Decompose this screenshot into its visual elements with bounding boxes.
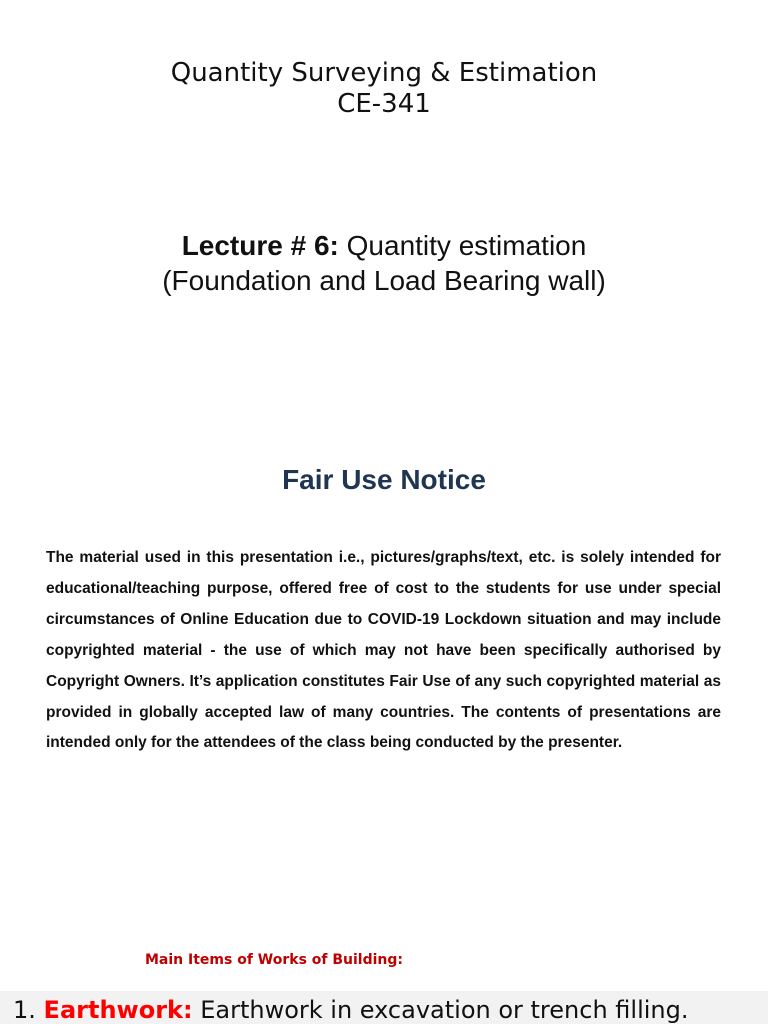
lecture-title xyxy=(0,228,768,298)
item-number: 1. xyxy=(13,996,36,1024)
fair-use-body: The material used in this presentation i.e., pictures/graphs/text, etc. is solely intended for educational/teaching purpose, offered free of cost to the students for use under special circumstances of Online Education due to COVID-19 Lockdown situation and may include copyrighted material - the use of which may not have been specifically authorised by Copyright Owners. It’s application constitutes Fair Use of any such copyrighted material as provided in globally accepted law of many countries. The contents of presentations are intended only for the attendees of the class being conducted by the presenter. xyxy=(46,549,721,752)
course-title xyxy=(0,58,768,120)
item-description: Earthwork in excavation or trench filling. xyxy=(192,996,689,1024)
list-item xyxy=(0,994,768,1026)
lecture-title-line1 xyxy=(0,228,768,263)
lecture-number: Lecture # 6: xyxy=(181,230,339,261)
main-items-heading: Main Items of Works of Building: xyxy=(145,952,404,968)
lecture-subtitle: (Foundation and Load Bearing wall) xyxy=(162,265,606,296)
course-code: CE-341 xyxy=(337,89,431,119)
course-title-line1: Quantity Surveying & Estimation xyxy=(170,58,598,88)
lecture-topic: Quantity estimation xyxy=(338,230,587,261)
item-term: Earthwork: xyxy=(43,996,193,1024)
fair-use-heading: Fair Use Notice xyxy=(282,464,486,495)
